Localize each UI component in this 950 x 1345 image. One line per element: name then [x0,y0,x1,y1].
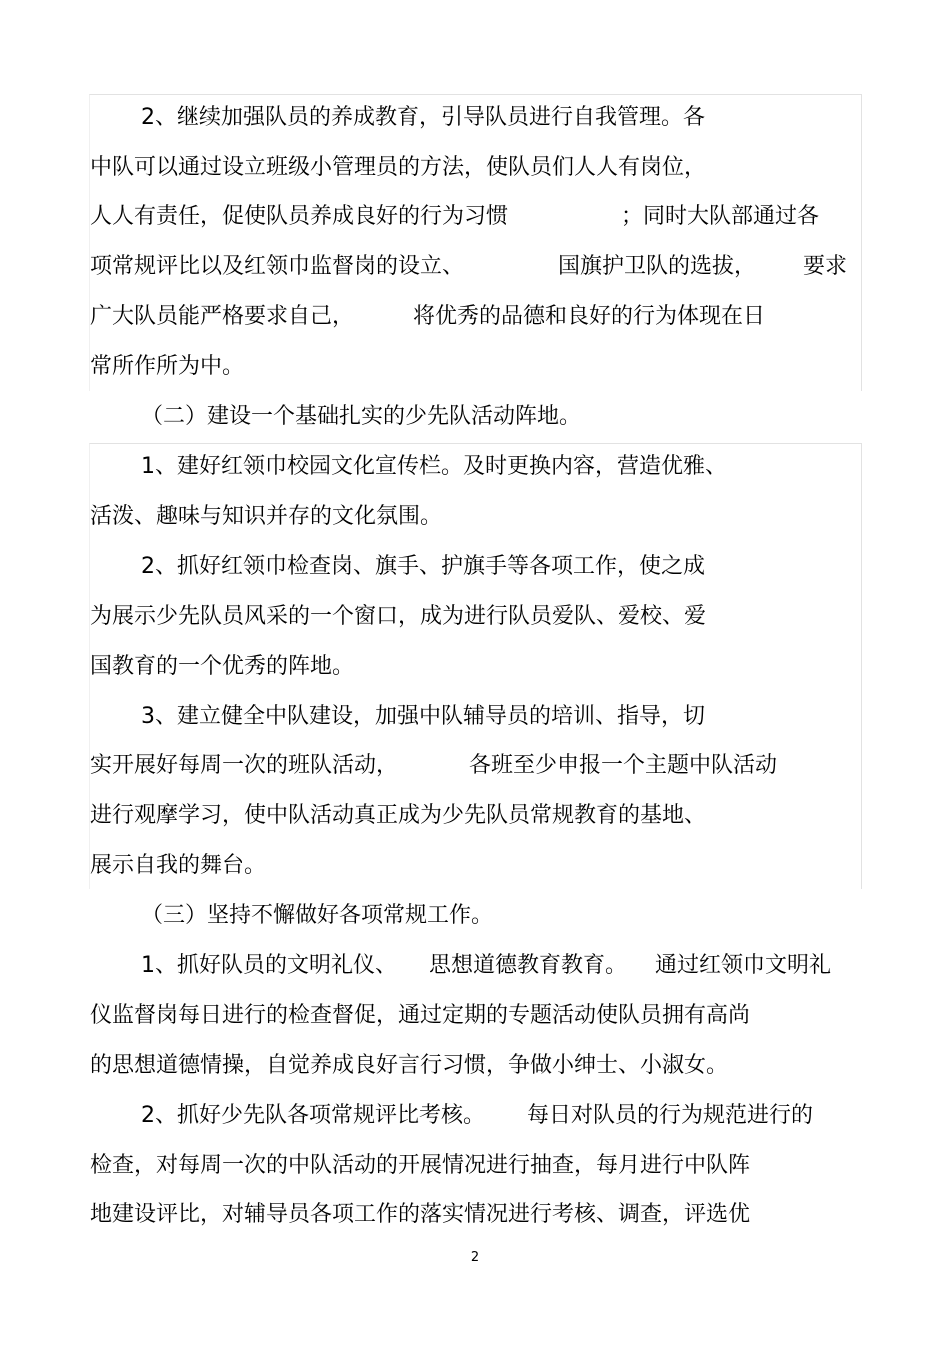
page-number: 2 [470,1250,480,1265]
text-line: 常所作所为中。 [90,354,245,379]
text-line: 仪监督岗每日进行的检查督促，通过定期的专题活动使队员拥有高尚 [90,1003,751,1028]
text-line: 每日对队员的行为规范进行的 [527,1103,814,1128]
text-line: 活泼、趣味与知识并存的文化氛围。 [90,504,443,529]
text-line: 为展示少先队员风采的一个窗口，成为进行队员爱队、爱校、爱 [90,604,707,629]
text-line: 要求 [803,254,848,279]
text-line: 国教育的一个优秀的阵地。 [90,654,355,679]
text-line: 2、抓好少先队各项常规评比考核。 [141,1103,485,1128]
text-line: 进行观摩学习，使中队活动真正成为少先队员常规教育的基地、 [90,803,707,828]
section-heading: （三）坚持不懈做好各项常规工作。 [141,903,494,928]
text-line: 广大队员能严格要求自己， [90,304,355,329]
text-line: 中队可以通过设立班级小管理员的方法，使队员们人人有岗位， [90,155,707,180]
text-line: ；同时大队部通过各 [621,204,820,229]
text-line: 思想道德教育教育。 [429,953,628,978]
text-line: 检查，对每周一次的中队活动的开展情况进行抽查，每月进行中队阵 [90,1153,751,1178]
text-line: 2、继续加强队员的养成教育，引导队员进行自我管理。各 [141,105,705,130]
text-line: 项常规评比以及红领巾监督岗的设立、 [90,254,465,279]
text-line: 实开展好每周一次的班队活动， [90,753,399,778]
text-line: 1、建好红领巾校园文化宣传栏。及时更换内容，营造优雅、 [141,454,727,479]
text-line: 将优秀的品德和良好的行为体现在日 [413,304,766,329]
text-line: 的思想道德情操，自觉养成良好言行习惯，争做小绅士、小淑女。 [90,1053,729,1078]
text-line: 2、抓好红领巾检查岗、旗手、护旗手等各项工作，使之成 [141,554,705,579]
text-line: 1、抓好队员的文明礼仪、 [141,953,397,978]
text-line: 国旗护卫队的选拔， [558,254,757,279]
text-line: 各班至少申报一个主题中队活动 [469,753,778,778]
text-line: 地建设评比，对辅导员各项工作的落实情况进行考核、调查，评选优 [90,1202,751,1227]
text-line: 展示自我的舞台。 [90,853,267,878]
text-line: 3、建立健全中队建设，加强中队辅导员的培训、指导，切 [141,704,705,729]
section-heading: （二）建设一个基础扎实的少先队活动阵地。 [141,404,582,429]
text-line: 人人有责任，促使队员养成良好的行为习惯 [90,204,509,229]
text-frame-1 [89,94,862,391]
text-line: 通过红领巾文明礼 [655,953,832,978]
